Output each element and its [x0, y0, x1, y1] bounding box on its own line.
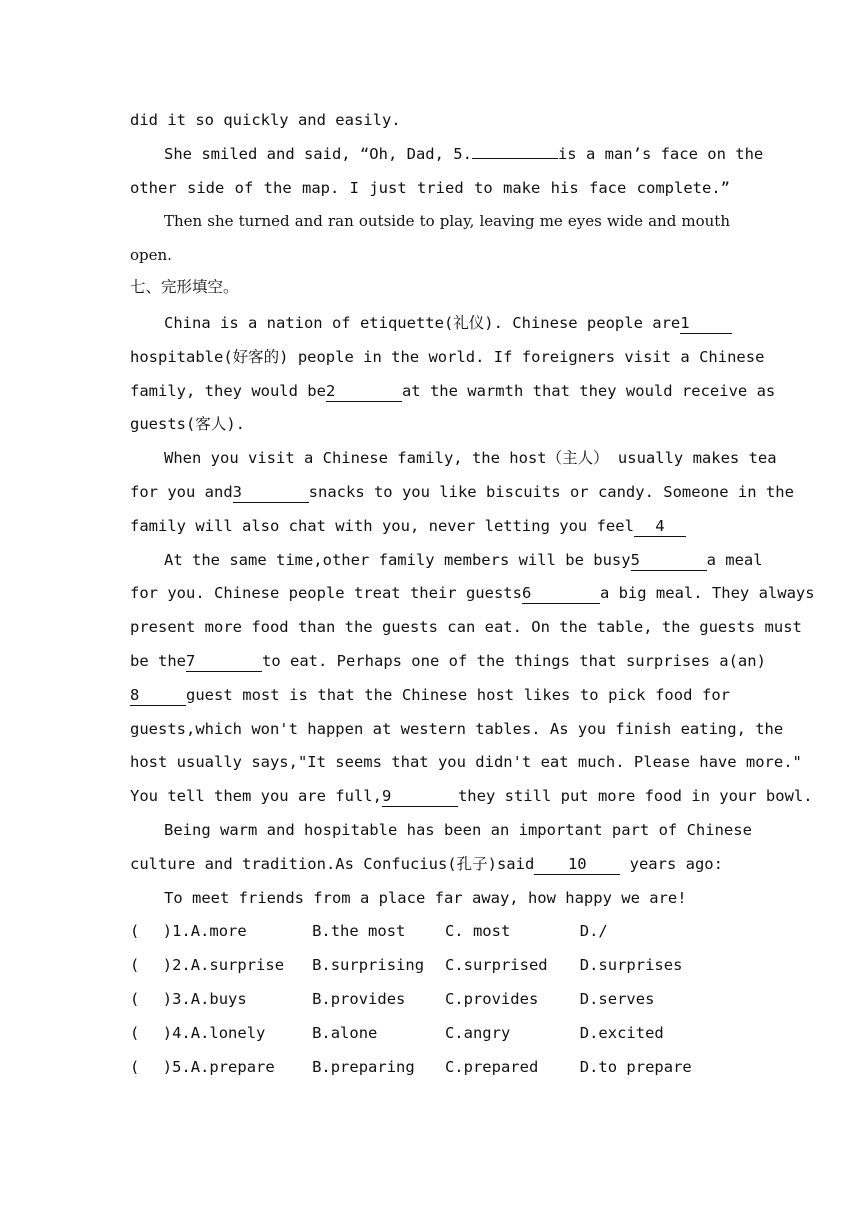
blank-2: 2: [326, 381, 402, 402]
option-b: B.preparing: [312, 1057, 415, 1076]
option-d: D.excited: [579, 1023, 664, 1042]
text: open.: [130, 246, 172, 265]
cloze-line: At the same time,other family members will be busy5 a meal: [164, 550, 763, 569]
text: She smiled and said, “Oh, Dad, 5.: [164, 144, 472, 163]
text: did it so quickly and easily.: [130, 111, 401, 129]
answer-paren[interactable]: (: [130, 922, 140, 941]
option-c: C.angry: [444, 1023, 511, 1042]
answer-blank: [472, 158, 558, 159]
passage-line: [130, 138, 764, 172]
question-number: )4.: [162, 1023, 191, 1042]
answer-paren[interactable]: (: [130, 989, 140, 1008]
option-b: B.surprising: [312, 956, 425, 975]
blank-7: 7: [186, 651, 262, 672]
option-c: C.provides: [444, 989, 539, 1008]
option-d: D.surprises: [579, 956, 683, 975]
option-a: A.surprise: [190, 956, 285, 975]
section-title: [130, 273, 730, 301]
blank-9: 9: [382, 786, 458, 807]
text: other side of the map. I just tried to make his face complete.”: [130, 178, 730, 197]
question-number: )1.: [162, 922, 191, 941]
option-d: D.to prepare: [579, 1057, 692, 1076]
cloze-line: for you and3 snacks to you like biscuits or candy. Someone in the: [130, 482, 794, 501]
blank-10: 10: [534, 854, 620, 875]
cloze-line: hospitable(好客的) people in the world. If foreigners visit a Chinese: [130, 347, 765, 366]
question-number: )3.: [162, 989, 191, 1008]
option-c: C.surprised: [444, 956, 548, 975]
cloze-line: be the7 to eat. Perhaps one of the things that surprises a(an): [130, 651, 766, 670]
question-row: [130, 983, 730, 1017]
cloze-line: When you visit a Chinese family, the host（主人） usually makes tea: [164, 449, 777, 468]
passage-line: [130, 205, 730, 239]
question-number: )2.: [162, 956, 191, 975]
text: 七、完形填空。: [130, 277, 239, 296]
passage-line: [130, 239, 730, 273]
document-page: [130, 104, 815, 1084]
blank-6: 6: [522, 583, 600, 604]
option-b: B.alone: [312, 1023, 378, 1042]
passage-line: [130, 104, 730, 138]
blank-5: 5: [631, 550, 707, 571]
text: is a man’s face on the: [557, 144, 764, 163]
cloze-line: China is a nation of etiquette(礼仪). Chinese people are1: [130, 307, 730, 341]
cloze-line: family will also chat with you, never letting you feel 4: [130, 510, 730, 544]
cloze-line: culture and tradition.As Confucius(孔子)said 10 years ago:: [130, 854, 723, 873]
blank-8: 8: [130, 685, 186, 706]
option-c: C.prepared: [444, 1057, 539, 1076]
question-row: [130, 915, 730, 949]
cloze-line: guests(客人).: [130, 415, 245, 434]
option-b: B.provides: [312, 989, 406, 1008]
option-c: C. most: [444, 922, 511, 941]
blank-4: 4: [634, 516, 686, 537]
question-row: [130, 1051, 730, 1085]
question-number: )5.: [162, 1057, 191, 1076]
cloze-line: 8 guest most is that the Chinese host likes to pick food for: [130, 685, 730, 704]
option-a: A.lonely: [190, 1023, 266, 1042]
answer-paren[interactable]: (: [130, 1057, 140, 1076]
answer-paren[interactable]: (: [130, 956, 140, 975]
blank-1: 1: [680, 313, 732, 334]
answer-paren[interactable]: (: [130, 1023, 140, 1042]
cloze-line: To meet friends from a place far away, how happy we are!: [164, 888, 687, 907]
cloze-line: for you. Chinese people treat their guests6 a big meal. They always: [130, 584, 815, 603]
cloze-line: present more food than the guests can eat. On the table, the guests must: [130, 618, 802, 637]
option-a: A.buys: [190, 989, 247, 1008]
option-d: D./: [579, 922, 608, 941]
cloze-line: You tell them you are full,9 they still put more food in your bowl.: [130, 787, 813, 806]
option-a: A.prepare: [190, 1057, 275, 1076]
option-d: D.serves: [579, 989, 655, 1008]
question-row: [130, 949, 730, 983]
passage-line: [130, 172, 730, 206]
text: Then she turned and ran outside to play, leaving me eyes wide and mouth: [164, 212, 730, 231]
cloze-line: family, they would be2 at the warmth that they would receive as: [130, 381, 776, 400]
question-row: [130, 1017, 730, 1051]
cloze-line: guests,which won't happen at western tables. As you finish eating, the: [130, 719, 784, 738]
cloze-line: host usually says,"It seems that you didn't eat much. Please have more.": [130, 753, 802, 772]
option-b: B.the most: [312, 922, 406, 941]
option-a: A.more: [190, 922, 247, 941]
cloze-line: Being warm and hospitable has been an important part of Chinese: [164, 820, 752, 839]
blank-3: 3: [233, 482, 309, 503]
question-list: [130, 915, 730, 1084]
